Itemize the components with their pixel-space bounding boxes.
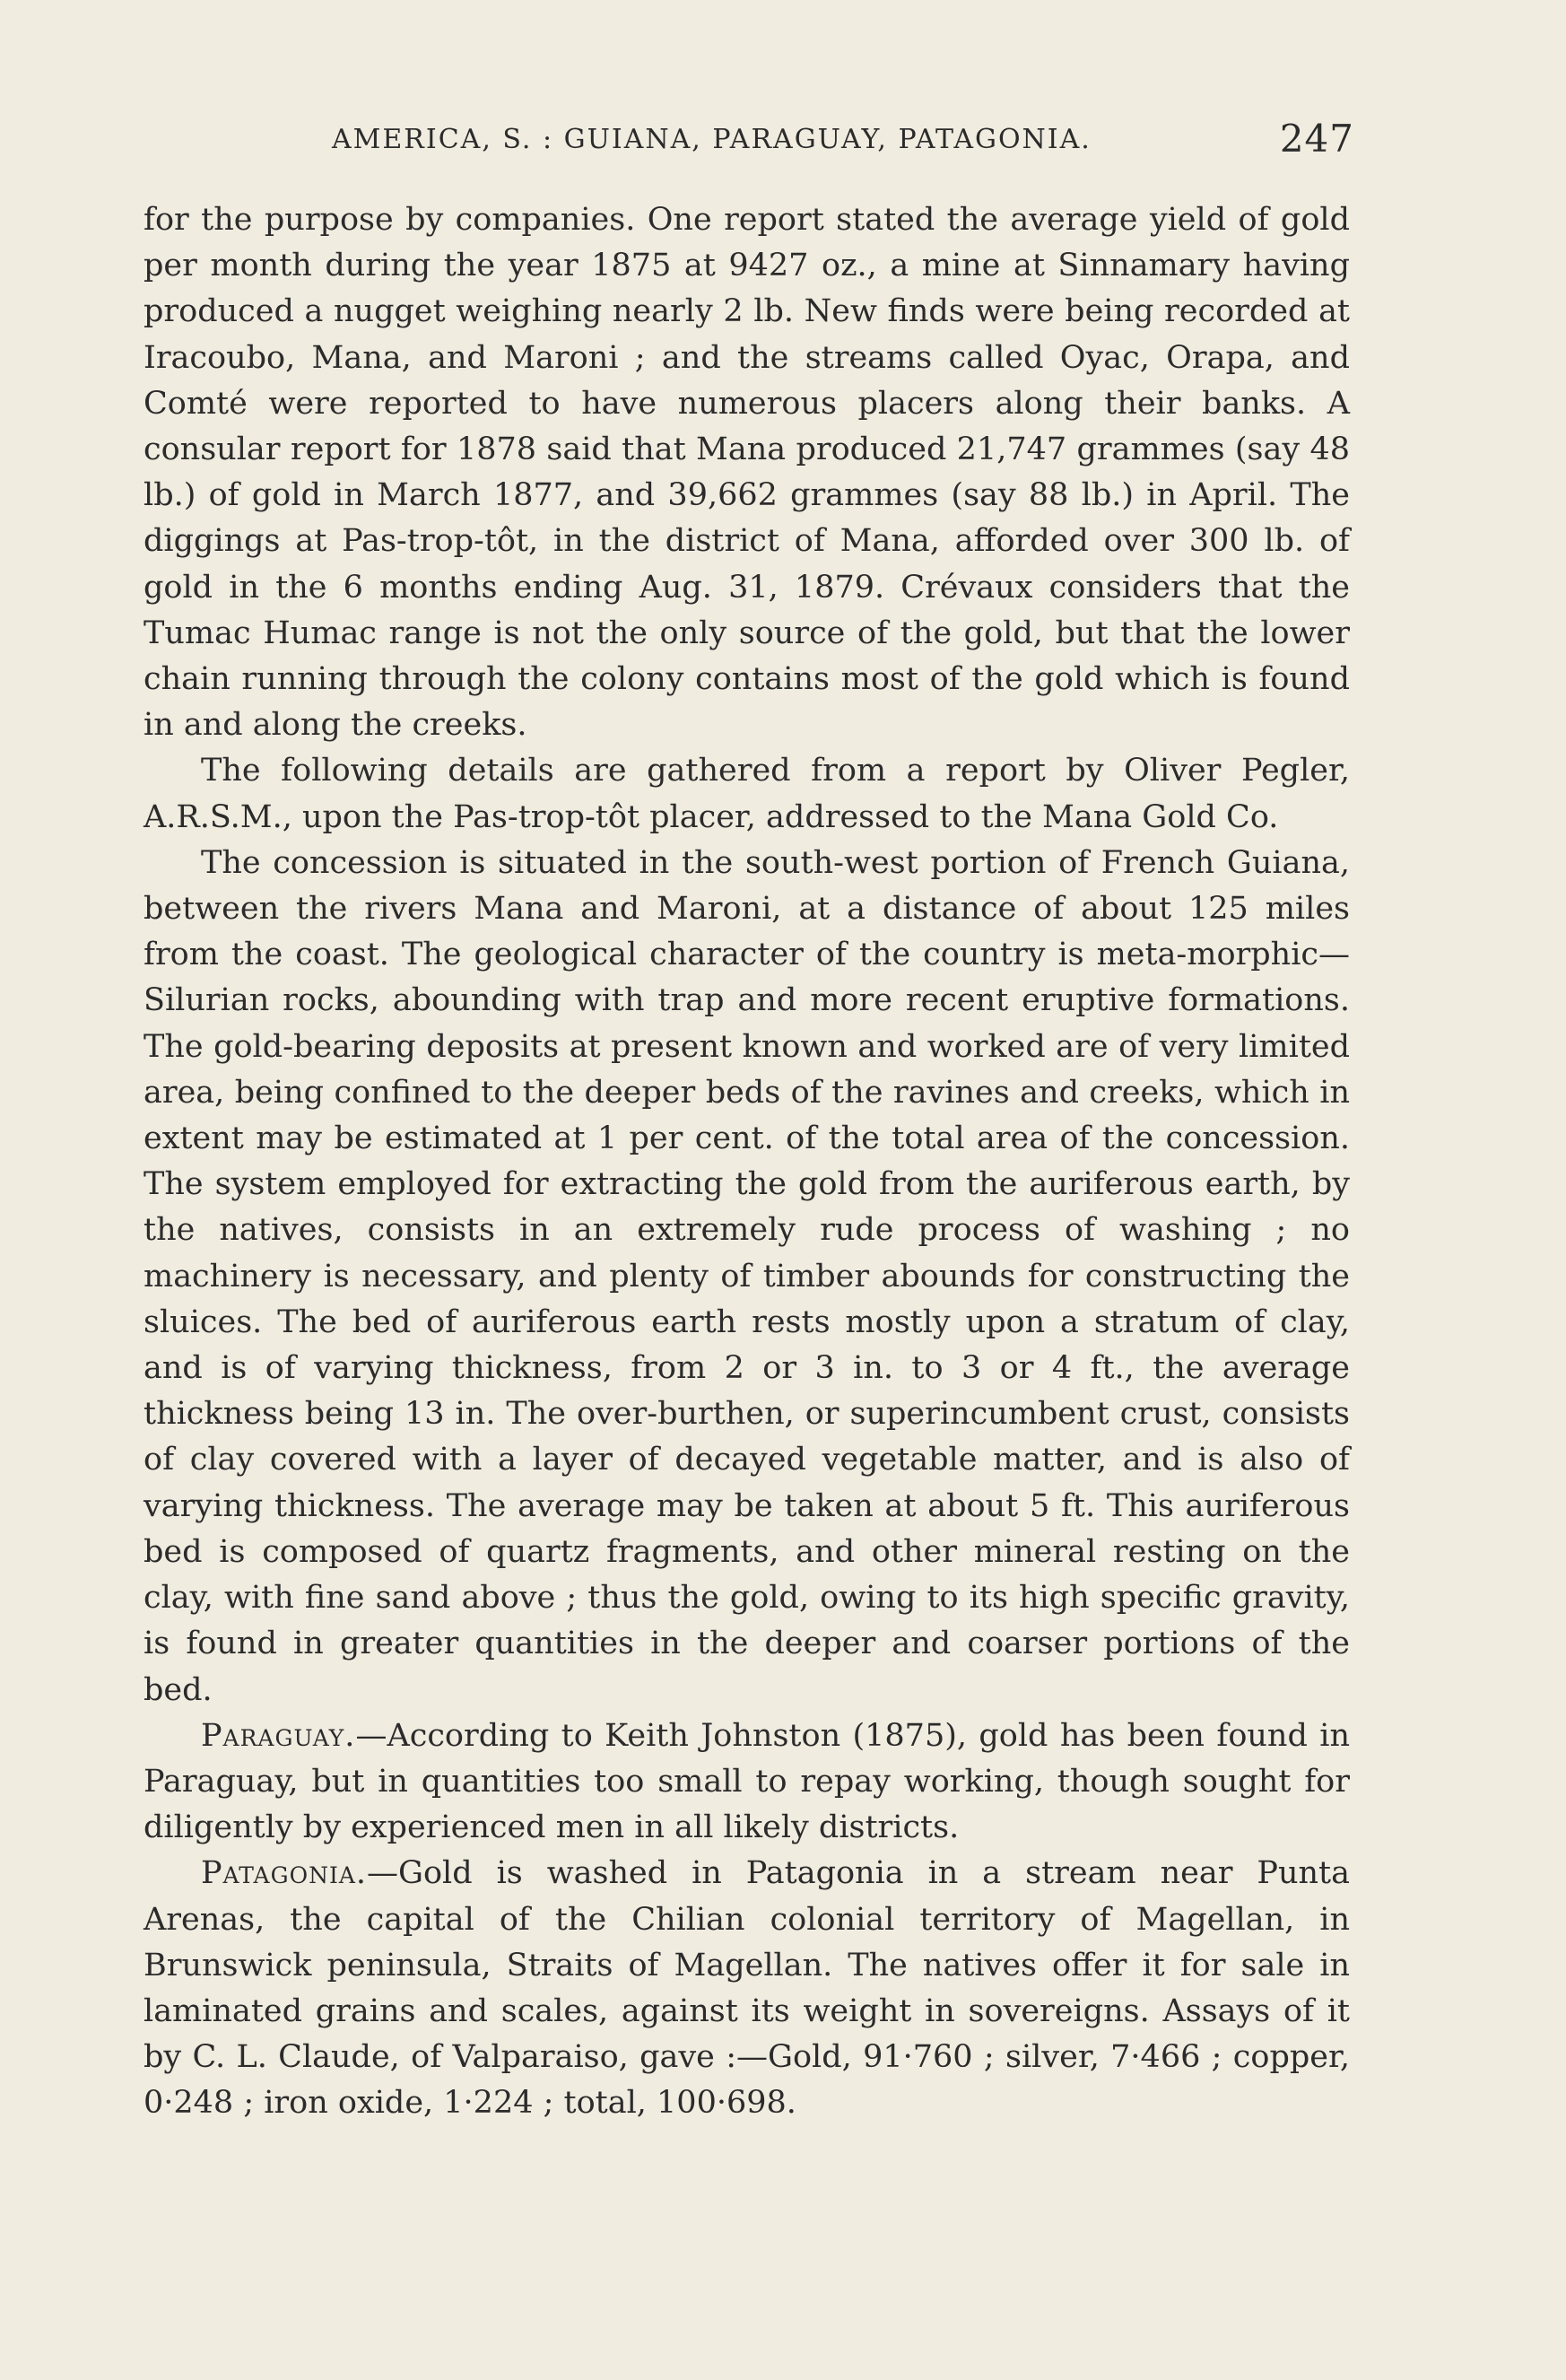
running-title: AMERICA, S. : GUIANA, PARAGUAY, PATAGONIA. [332,124,1092,155]
paragraph-text: —According to Keith Johnston (1875), gold has been found in Paraguay, but in quantities too small to repay working, though sought for diligently by experienced men in all likely districts. [144,1717,1350,1846]
section-lead-patagonia: Patagonia. [201,1855,367,1892]
section-lead-paraguay: Paraguay. [201,1717,356,1754]
paragraph-text: —Gold is washed in Patagonia in a stream near Punta Arenas, the capital of the Chilian colonial territory of Magellan, in Brunswick peninsula, Straits of Magellan. The natives offer it for sale in laminated grains and scales, against its weight in sovereigns. Assays of it by C. L. Claude, of Valparaiso, gave :—Gold, 91·760 ; silver, 7·466 ; copper, 0·248 ; iron oxide, 1·224 ; total, 100·698. [144,1855,1350,2122]
running-head [144,117,1354,170]
paragraph-continuation [144,197,1350,748]
paragraph-text: The following details are gathered from a report by Oliver Pegler, A.R.S.M., upon the Pas-trop-tôt placer, addressed to the Mana Gold Co. [144,753,1350,835]
body-text [144,197,1350,2127]
paragraph-pegler-report [144,748,1350,840]
paragraph-concession [144,841,1350,1713]
page-number: 247 [1279,117,1354,161]
paragraph-text: for the purpose by companies. One report stated the average yield of gold per month during the year 1875 at 9427 oz., a mine at Sinnamary having produced a nugget weighing nearly 2 lb. New finds were being recorded at Iracoubo, Mana, and Maroni ; and the streams called Oyac, Orapa, and Comté were reported to have numerous placers along their banks. A consular report for 1878 said that Mana produced 21,747 grammes (say 48 lb.) of gold in March 1877, and 39,662 grammes (say 88 lb.) in April. The diggings at Pas-trop-tôt, in the district of Mana, afforded over 300 lb. of gold in the 6 months ending Aug. 31, 1879. Crévaux considers that the Tumac Humac range is not the only source of the gold, but that the lower chain running through the colony contains most of the gold which is found in and along the creeks. [144,202,1350,744]
paragraph-paraguay [144,1713,1350,1852]
paragraph-patagonia [144,1851,1350,2126]
paragraph-text: The concession is situated in the south-west portion of French Guiana, between the rivers Mana and Maroni, at a distance of about 125 miles from the coast. The geological character of the country is meta-morphic—Silurian rocks, abounding with trap and more recent eruptive formations. The gold-bearing deposits at present known and worked are of very limited area, being confined to the deeper beds of the ravines and creeks, which in extent may be estimated at 1 per cent. of the total area of the concession. The system employed for extracting the gold from the auriferous earth, by the natives, consists in an extremely rude process of washing ; no machinery is necessary, and plenty of timber abounds for constructing the sluices. The bed of auriferous earth rests mostly upon a stratum of clay, and is of varying thickness, from 2 or 3 in. to 3 or 4 ft., the average thickness being 13 in. The over-burthen, or superincumbent crust, consists of clay covered with a layer of decayed vegetable matter, and is also of varying thickness. The average may be taken at about 5 ft. This auriferous bed is composed of quartz fragments, and other mineral resting on the clay, with fine sand above ; thus the gold, owing to its high specific gravity, is found in greater quantities in the deeper and coarser portions of the bed. [144,844,1350,1708]
